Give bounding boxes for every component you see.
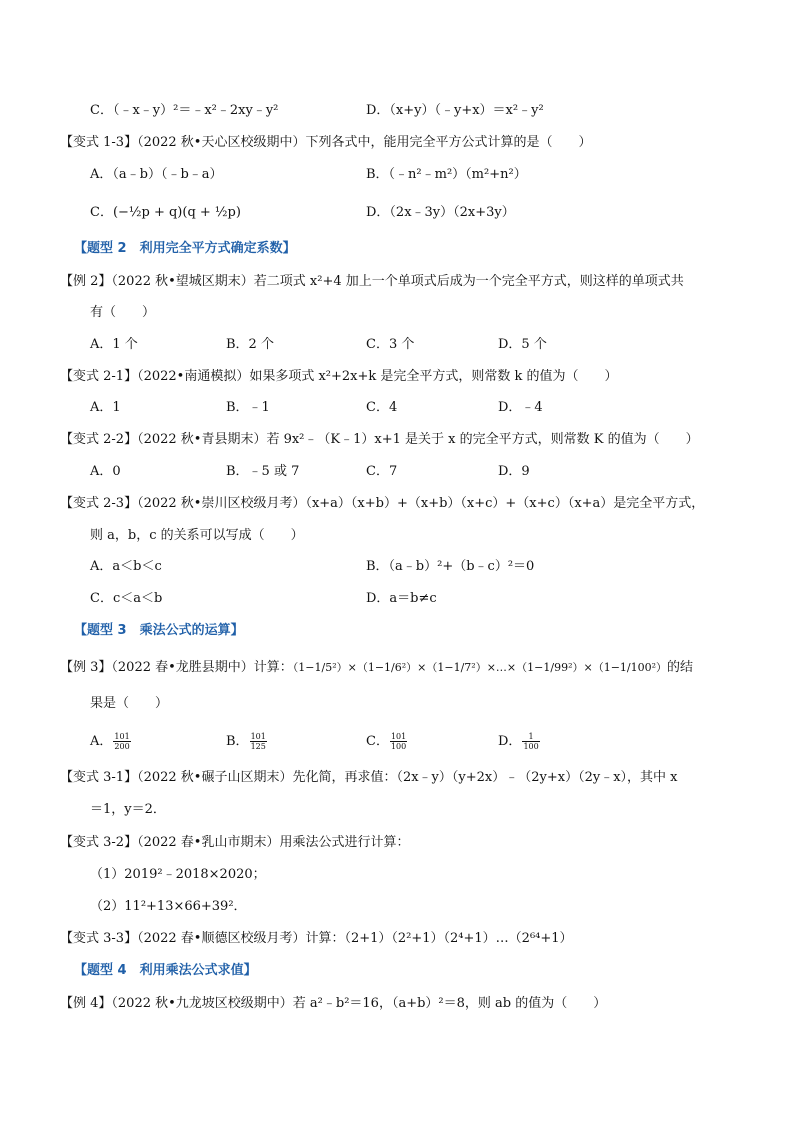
variant-3-2-part1: （1）2019²﹣2018×2020； [90, 867, 266, 882]
e3-option-d-fraction [522, 732, 539, 751]
example-3-expression: （1−1/5²）×（1−1/6²）×（1−1/7²）×…×（1−1/99²）×（1−1/100²） [292, 661, 668, 674]
example-2-line2: 有（ ） [90, 305, 156, 320]
e3-option-c-label: C． [366, 734, 389, 749]
q13-option-b: B．（﹣n²﹣m²）（m²+n²） [366, 167, 527, 182]
q23-option-a: A．a＜b＜c [90, 559, 162, 574]
section-title-3: 【题型 3 乘法公式的运算】 [74, 623, 244, 638]
section-title-4: 【题型 4 利用乘法公式求值】 [74, 963, 257, 978]
q13-option-d: D．（x+y）（﹣y+x）＝x²﹣y² [366, 103, 544, 118]
e3-option-a [90, 732, 132, 751]
variant-3-1-line2: ＝1，y＝2． [90, 802, 166, 817]
variant-3-2: 【变式 3-2】（2022 春•乳山市期末）用乘法公式进行计算： [60, 835, 410, 850]
e3-option-b [226, 732, 268, 751]
q22-option-c: C．7 [366, 464, 398, 479]
e3-option-c [366, 732, 408, 751]
e3-option-d [498, 732, 541, 751]
e3-option-a-fraction [113, 732, 130, 751]
example-3-prefix: 【例 3】（2022 春•龙胜县期中）计算： [60, 660, 293, 675]
variant-2-1: 【变式 2-1】（2022•南通模拟）如果多项式 x²+2x+k 是完全平方式，则常数 k 的值为（ ） [60, 369, 618, 384]
q21-option-b: B．﹣1 [226, 400, 270, 415]
e3-option-b-label: B． [226, 734, 249, 749]
e3-option-d-numerator: 1 [522, 732, 539, 742]
example-3-line2: 果是（ ） [90, 696, 169, 711]
q23-option-c: C．c＜a＜b [90, 591, 163, 606]
e3-option-c-numerator: 101 [390, 732, 407, 741]
e3-option-a-numerator: 101 [114, 732, 130, 741]
q21-option-d: D．﹣4 [498, 400, 543, 415]
q21-option-a: A．1 [90, 400, 121, 415]
variant-2-2: 【变式 2-2】（2022 秋•青县期末）若 9x²﹣（K﹣1）x+1 是关于 x 的完全平方式，则常数 K 的值为（ ） [60, 432, 699, 447]
q22-option-a: A．0 [90, 464, 121, 479]
q23-option-d: D．a＝b≠c [366, 591, 437, 606]
variant-1-3: 【变式 1-3】（2022 秋•天心区校级期中）下列各式中，能用完全平方公式计算的是（ ） [60, 135, 592, 150]
q23-option-b: B．（a﹣b）²+（b﹣c）²＝0 [366, 559, 535, 574]
example-3-line1 [60, 659, 693, 677]
e3-option-d-label: D． [498, 734, 522, 749]
e3-option-c-fraction [390, 732, 407, 751]
e2-option-b: B．2 个 [226, 337, 274, 352]
e3-option-b-numerator: 101 [250, 732, 266, 741]
section-title-2: 【题型 2 利用完全平方式确定系数】 [74, 241, 296, 256]
e3-option-b-denominator: 125 [250, 742, 266, 751]
e2-option-a: A．1 个 [90, 337, 138, 352]
q13-option-c: C．（﹣x﹣y）²＝﹣x²﹣2xy﹣y² [90, 103, 279, 118]
q22-option-d: D．9 [498, 464, 530, 479]
q13-option-d2: D．（2x﹣3y）（2x+3y） [366, 205, 515, 220]
variant-3-2-part2: （2）11²+13×66+39²． [90, 899, 247, 914]
variant-2-3-line1: 【变式 2-3】（2022 秋•崇川区校级月考）（x+a）（x+b）+（x+b）（x+c）+（x+c）（x+a）是完全平方式， [60, 496, 705, 511]
e3-option-a-label: A． [90, 734, 113, 749]
variant-2-3-line2: 则 a，b，c 的关系可以写成（ ） [90, 528, 304, 543]
q21-option-c: C．4 [366, 400, 398, 415]
e3-option-c-denominator: 100 [390, 742, 407, 751]
e3-option-a-denominator: 200 [114, 742, 130, 751]
example-2-line1: 【例 2】（2022 秋•望城区期末）若二项式 x²+4 加上一个单项式后成为一个完全平方式，则这样的单项式共 [60, 274, 684, 289]
q13-option-a: A．（a﹣b）（﹣b﹣a） [90, 167, 223, 182]
variant-3-1-line1: 【变式 3-1】（2022 秋•碾子山区期末）先化简，再求值：（2x﹣y）（y+2x）﹣（2y+x）（2y﹣x），其中 x [60, 770, 678, 785]
e3-option-b-fraction [250, 732, 267, 751]
q13-option-c2: C．(−½p + q)(q + ½p) [90, 205, 241, 220]
variant-3-3: 【变式 3-3】（2022 春•顺德区校级月考）计算：（2+1）（2²+1）（2⁴+1）…（2⁶⁴+1） [60, 931, 573, 946]
example-3-suffix: 的结 [667, 660, 694, 675]
e2-option-d: D．5 个 [498, 337, 547, 352]
e2-option-c: C．3 个 [366, 337, 415, 352]
q22-option-b: B．﹣5 或 7 [226, 464, 300, 479]
example-4: 【例 4】（2022 秋•九龙坡区校级期中）若 a²﹣b²＝16，（a+b）²＝8，则 ab 的值为（ ） [60, 996, 607, 1011]
e3-option-d-denominator: 100 [523, 742, 539, 751]
